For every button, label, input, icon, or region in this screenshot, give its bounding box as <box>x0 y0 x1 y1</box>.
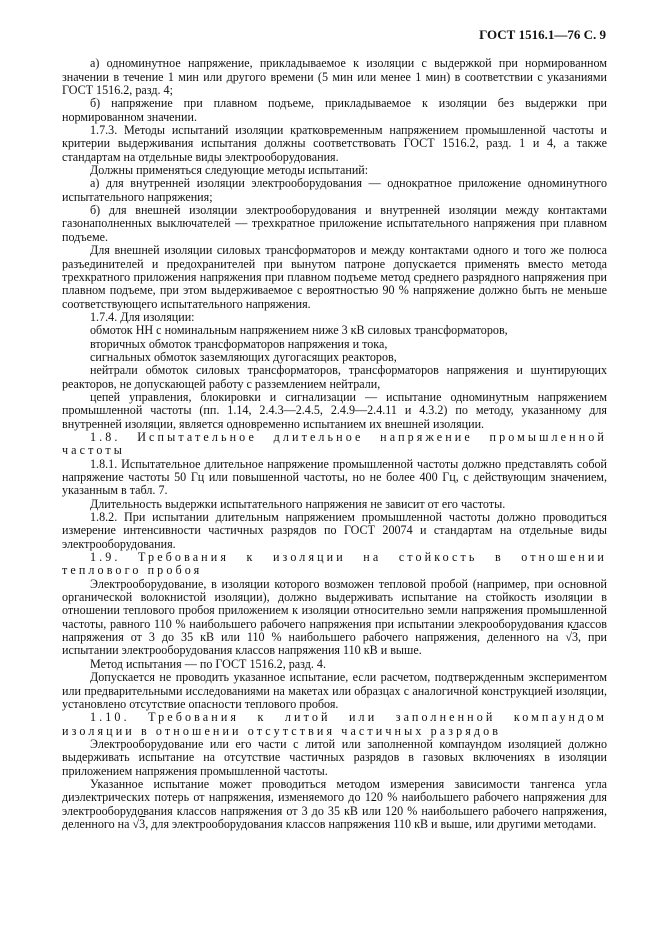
item-b-smooth-rise: б) напряжение при плавном подъеме, прикладываемое к изоляции без выдержки при нормированном значении. <box>62 96 607 124</box>
section-1-8-1: 1.8.1. Испытательное длительное напряжение промышленной частоты должно представлять собой напряжение частоты 50 Гц или повышенной частоты, но не более 400 Гц, с действующим значением, указанным в табл. 7. <box>62 456 607 498</box>
sqrt-sign: √ <box>565 630 572 645</box>
tan-delta-text-part-2: , для электрооборудования классов напряжения 110 кВ и выше, или другими методами. <box>145 816 597 831</box>
list-windings-hn: обмоток НН с номинальным напряжением ниже 3 кВ силовых трансформаторов, <box>90 323 508 338</box>
tan-delta-paragraph <box>62 778 607 831</box>
section-1-7-4: 1.7.4. Для изоляции: <box>90 309 195 324</box>
page-header: ГОСТ 1516.1—76 С. 9 <box>479 27 606 42</box>
section-1-8-2: 1.8.2. При испытании длительным напряжением промышленной частоты должно проводиться измерение интенсивности частичных разрядов по ГОСТ 20074 и стандартам на отдельные виды электрооборудования. <box>62 510 607 551</box>
item-a-one-minute: а) одноминутное напряжение, прикладываемое к изоляции с выдержкой при нормированном значении в течение 1 мин или другого времени (5 мин или менее 1 мин) в соответствии с указаниями ГОСТ 1516.2, разд. 4; <box>62 56 607 98</box>
thermal-text-part-1: Электрооборудование, в изоляции которого возможен тепловой пробой (например, при основной органической волокнистой изоляции), должно выдерживать испытание на стойкость изоляции в отношении теплового пробоя приложением к изоляции относительно земли напряжения промышленной частоты, равного 110 % наибольшего рабочего напряжения при испытании элекрооборудования классов напряжения от 3 до 35 кВ или 110 % наибольшего рабочего напряжения, деленного на <box>62 576 607 645</box>
item-a-internal: а) для внутренней изоляции электрооборудования — однократное приложение одноминутного испытательного напряжения; <box>62 176 607 204</box>
cast-insulation-paragraph: Электрооборудование или его части с литой или заполненной компаундом изоляцией должно выдерживать испытание на отсутствие частичных разрядов в газовых включениях в изоляции приложением напряжения промышленной частоты. <box>62 736 607 778</box>
allowed-paragraph: Допускается не проводить указанное испытание, если расчетом, подтвержденным экспериментом или предварительными исследованиями на макетах или образцах с аналогичной конструкцией изоляции, установлено отсутствие опасности теплового пробоя. <box>62 670 607 711</box>
document-page <box>62 28 607 831</box>
list-neutrals: нейтрали обмоток силовых трансформаторов, трансформаторов напряжения и шунтирующих реакторов, не допускающей работу с разземлением нейтрали, <box>62 363 607 391</box>
section-1-10-heading: 1.10. Требования к литой или заполненной компаундом изоляции в отношении отсутствия частичных разрядов <box>62 710 607 738</box>
duration-paragraph: Длительность выдержки испытательного напряжения не зависит от его частоты. <box>90 496 506 511</box>
list-control-circuits: цепей управления, блокировки и сигнализации — испытание одноминутным напряжением промышленной частоты (пп. 1.14, 2.4.3—2.4.5, 2.4.9—2.4.11 и 4.3.2) по методу, указанному для внутренней изоляции, является одновременно испытанием их внешней изоляции. <box>62 389 607 431</box>
section-1-7-3: 1.7.3. Методы испытаний изоляции кратковременным напряжением промышленной частоты и критерии выдерживания испытания должны соответствовать ГОСТ 1516.2, разд. 1 и 4, а также стандартам на отдельные виды электрооборудования. <box>62 123 607 164</box>
section-1-8-heading: 1.8. Испытательное длительное напряжение промышленной частоты <box>62 429 607 458</box>
sqrt-value-2: 3 <box>139 816 146 831</box>
list-secondary-windings: вторичных обмоток трансформаторов напряжения и тока, <box>90 336 388 351</box>
thermal-breakdown-paragraph <box>62 578 607 658</box>
section-1-9-heading: 1.9. Требования к изоляции на стойкость в отношении теплового пробоя <box>62 550 607 578</box>
thermal-text-part-2: , при испытании электрооборудования классов напряжения 110 кВ и выше. <box>62 630 607 658</box>
list-signal-windings: сигнальных обмоток заземляющих дугогасящих реакторов, <box>90 349 397 364</box>
sqrt-value: 3 <box>571 630 579 645</box>
sqrt-sign-2: √ <box>132 816 140 831</box>
tan-delta-text-part-1: Указанное испытание может проводиться методом измерения зависимости тангенса угла диэлектрических потерь от напряжения, изменяемого до 120 % наибольшего рабочего напряжения для электрооборудования классов напряжения от 3 до 35 кВ или 120 % наибольшего рабочего напряжения, деленного на <box>62 776 607 831</box>
transformers-paragraph: Для внешней изоляции силовых трансформаторов и между контактами одного и того же полюса разъединителей и предохранителей при вынутом патроне допускается применять вместо метода трехкратного приложения напряжения при плавном подъеме метод среднего разрядного напряжения при плавном подъеме, при этом выдерживаемое с вероятностью 90 % напряжение должно быть не меньше соответствующего испытательного напряжения. <box>62 243 607 311</box>
item-b-external: б) для внешней изоляции электрооборудования и внутренней изоляции между контактами газонаполненных выключателей — трехкратное приложение испытательного напряжения при плавном подъеме. <box>62 203 607 244</box>
test-method-paragraph: Метод испытания — по ГОСТ 1516.2, разд. 4. <box>90 656 326 671</box>
methods-intro: Должны применяться следующие методы испытаний: <box>90 163 369 178</box>
